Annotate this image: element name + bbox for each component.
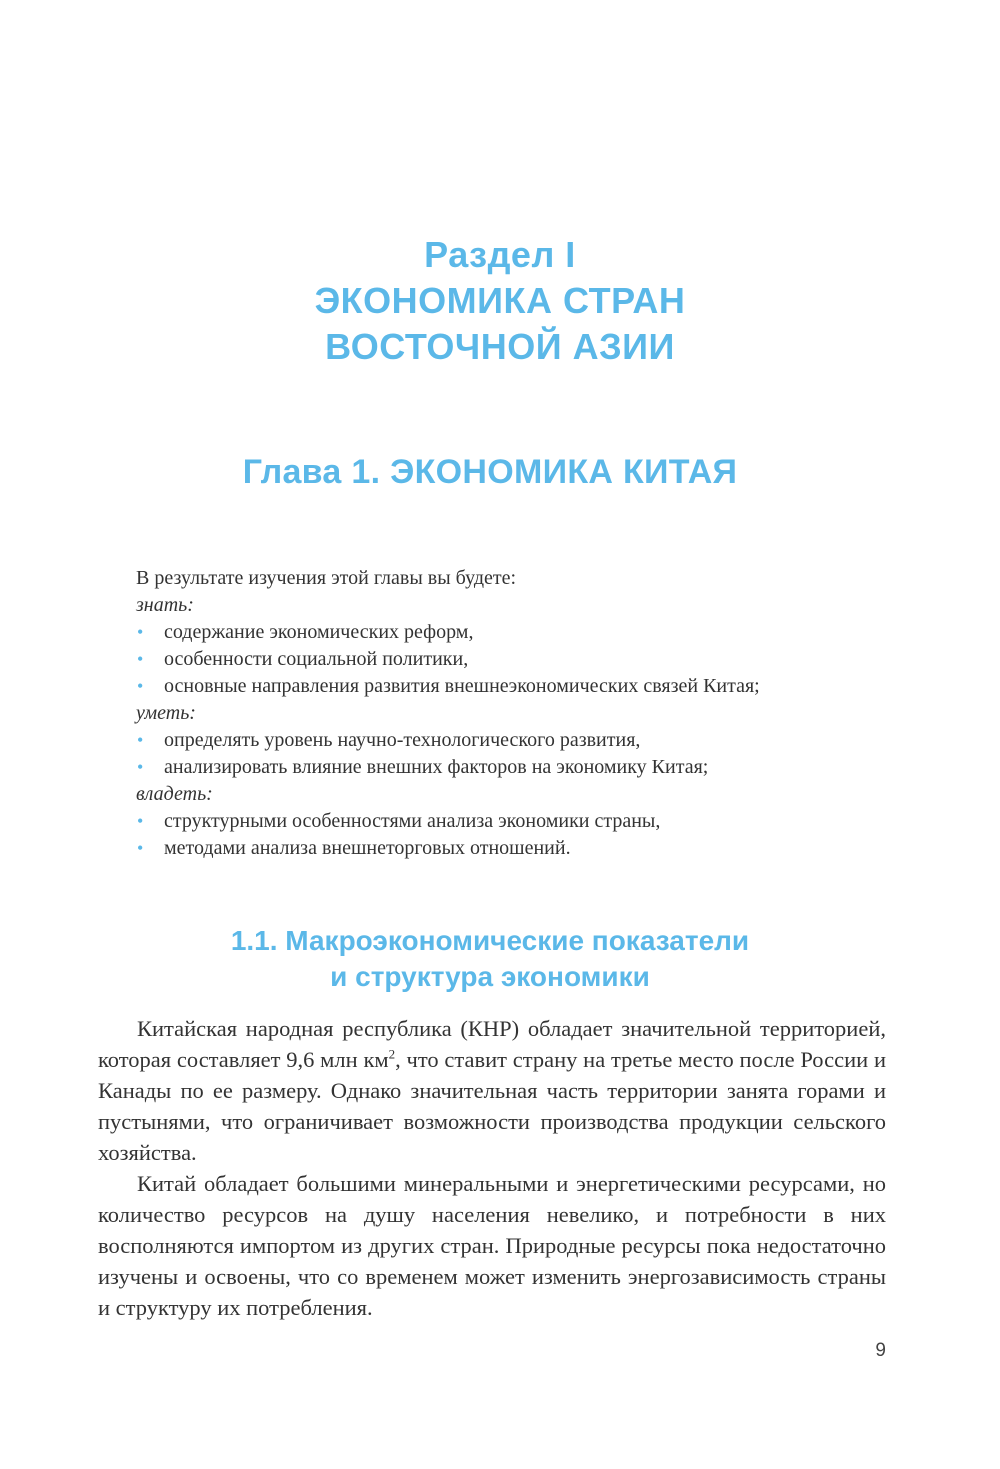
bullet-icon: • <box>137 838 144 858</box>
list-item-text: содержание экономических реформ, <box>164 621 474 643</box>
list-item <box>136 727 936 754</box>
can-label: уметь: <box>136 702 196 724</box>
subsection-title <box>0 923 980 995</box>
list-item <box>136 646 936 673</box>
know-label: знать: <box>136 594 194 616</box>
list-item-text: структурными особенностями анализа экономики страны, <box>164 810 661 832</box>
list-item-text: анализировать влияние внешних факторов на экономику Китая; <box>164 756 709 778</box>
subsection-title-line-1: 1.1. Макроэкономические показатели <box>230 925 750 956</box>
page-number: 9 <box>875 1340 886 1361</box>
section-number: Раздел I <box>424 234 576 275</box>
list-item <box>136 673 936 700</box>
bullet-icon: • <box>137 649 144 669</box>
superscript: 2 <box>388 1046 396 1062</box>
section-name-line-2: ВОСТОЧНОЙ АЗИИ <box>325 326 675 367</box>
list-item <box>136 619 936 646</box>
list-item-text: особенности социальной политики, <box>164 648 469 670</box>
bullet-icon: • <box>137 730 144 750</box>
subsection-title-line-2: и структура экономики <box>330 961 650 992</box>
goals-intro: В результате изучения этой главы вы будете: <box>136 567 517 589</box>
chapter-title: Глава 1. ЭКОНОМИКА КИТАЯ <box>242 453 738 491</box>
list-item-text: определять уровень научно-технологического развития, <box>164 729 641 751</box>
list-item <box>136 808 936 835</box>
section-name-line-1: ЭКОНОМИКА СТРАН <box>314 280 686 321</box>
list-item-text: методами анализа внешнеторговых отношений. <box>164 837 571 859</box>
paragraph-text: , что ставит страну на третье место после России и Канады по ее размеру. Однако значительная часть территории занята горами и пустынями, что ограничивает возможности производства продукции сельского хозяйства. <box>98 1047 886 1165</box>
bullet-icon: • <box>137 676 144 696</box>
list-item-text: основные направления развития внешнеэкономических связей Китая; <box>164 675 760 697</box>
paragraph <box>98 1013 886 1168</box>
paragraph: Китай обладает большими минеральными и энергетическими ресурсами, но количество ресурсов на душу населения невелико, и потребности в них восполняются импортом из других стран. Природные ресурсы пока недостаточно изучены и освоены, что со временем может изменить энергозависимость страны и структуру их потребления. <box>98 1171 886 1320</box>
list-item <box>136 754 936 781</box>
bullet-icon: • <box>137 811 144 831</box>
bullet-icon: • <box>137 622 144 642</box>
body-text <box>98 1013 886 1323</box>
paragraph-text: Китайская народная республика (КНР) обладает значительной территорией, которая составляет 9,6 млн км <box>98 1016 886 1072</box>
own-label: владеть: <box>136 783 213 805</box>
bullet-icon: • <box>137 757 144 777</box>
list-item <box>136 835 936 862</box>
learning-goals <box>136 565 936 862</box>
section-title <box>0 232 1000 370</box>
